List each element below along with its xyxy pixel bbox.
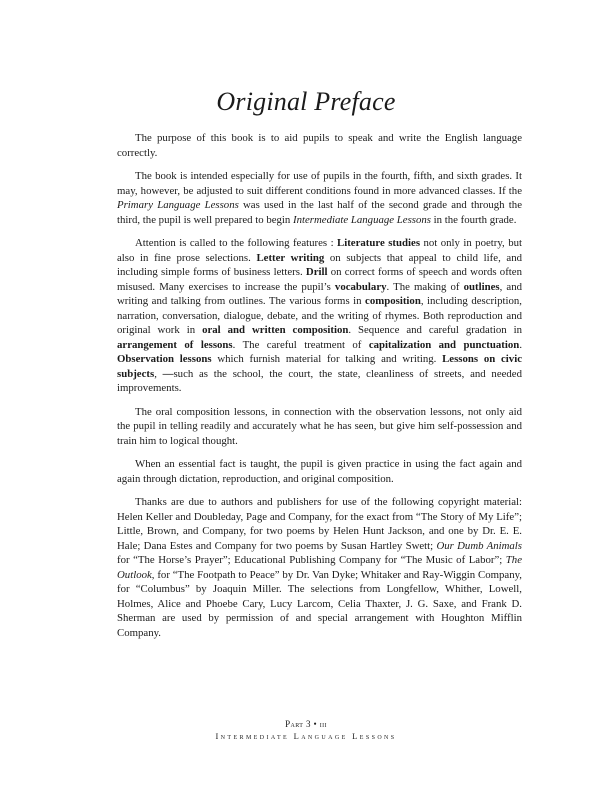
feature-oral-written-composition: oral and written composition <box>202 324 349 336</box>
preface-body <box>117 131 522 649</box>
text-run: on correct forms of speech and words often misused. Many exercises to increase the pupil’s <box>117 266 522 293</box>
book-title-primary: Primary Language Lessons <box>117 199 239 211</box>
feature-drill: Drill <box>305 266 328 278</box>
em-dash: — <box>162 367 174 380</box>
text-run: Thanks are due to authors and publishers for use of the following copyright material: Helen Keller and Doubleday, Page and Company, for the exact from “The Story of My Life”; Little, Brown, and Company, for two poems by Helen Hunt Jackson, and one by Dr. E. E. Hale; Dana Estes and Company for two poems by Susan Hartley Swett; <box>117 496 522 552</box>
text-run: Attention is called to the following features : <box>135 237 338 249</box>
text-run: , for “The Footpath to Peace” by Dr. Van Dyke; Whitaker and Ray-Wiggin Company, for “Columbus” by Joaquin Miller. The selections from Longfellow, Whither, Lowell, Holmes, Alice and Phoebe Cary, Lucy Larcom, Celia Thaxter, J. G. Saxe, and Frank D. Sherman are used by permission of and special arrangement with Houghton Mifflin Company. <box>117 568 522 639</box>
feature-composition: composition <box>365 295 421 307</box>
text-run: The book is intended especially for use of pupils in the fourth, fifth, and sixth grades. It may, however, be adjusted to suit different conditions found in more advanced classes. If the <box>117 170 522 197</box>
text-run: , including description, narration, conversation, dialogue, debate, and the writing of rhymes. Both reproduction and original work in <box>117 295 522 336</box>
feature-civic-subjects: Lessons on civic subjects <box>117 353 522 380</box>
text-run: , and writing and talking from outlines. The various forms in <box>117 280 523 307</box>
paragraph-essential-fact: When an essential fact is taught, the pupil is given practice in using the fact again and again through dictation, reproduction, and original composition. <box>117 458 522 485</box>
running-book-title: Intermediate Language Lessons <box>215 731 397 741</box>
feature-literature-studies: Literature studies <box>337 237 421 249</box>
text-run: was used in the last half of the second grade and through the third, the pupil is well prepared to begin <box>117 199 522 226</box>
feature-observation-lessons: Observation lessons <box>117 353 212 365</box>
text-run: not only in poetry, but also in fine prose selections. <box>117 237 522 264</box>
feature-capitalization-punctuation: capitalization and punctuation <box>368 338 520 351</box>
text-run: . <box>519 338 523 351</box>
text-run: for “The Horse’s Prayer”; Educational Publishing Company for “The Music of Labor”; <box>117 554 506 566</box>
feature-arrangement-of-lessons: arrangement of lessons <box>117 338 233 351</box>
page-number: Part 3 • iii <box>285 719 327 729</box>
feature-outlines: outlines <box>463 280 500 293</box>
page-title: Original Preface <box>216 87 396 116</box>
text-run: which furnish material for talking and writing. <box>211 353 443 365</box>
feature-letter-writing: Letter writing <box>256 251 325 264</box>
book-title-intermediate: Intermediate Language Lessons <box>293 213 431 226</box>
paragraph-features <box>117 236 522 396</box>
publication-title-the-outlook: The Outlook <box>117 554 522 581</box>
paragraph-intended-use <box>117 169 522 227</box>
text-run: on subjects that appeal to child life, and including simple forms of business letters. <box>117 251 523 278</box>
paragraph-purpose: The purpose of this book is to aid pupils to speak and write the English language correctly. <box>117 132 522 159</box>
page-footer <box>0 718 612 742</box>
paragraph-acknowledgements <box>117 495 522 640</box>
text-run: in the fourth grade. <box>430 213 517 226</box>
paragraph-oral-composition: The oral composition lessons, in connection with the observation lessons, not only aid the pupil in telling readily and accurately what he has seen, but give him self-possession and train him to logical thought. <box>117 405 522 447</box>
text-run: . The making of <box>386 280 464 293</box>
feature-vocabulary: vocabulary <box>334 280 387 293</box>
publication-title-our-dumb-animals: Our Dumb Animals <box>436 539 523 552</box>
text-run: , <box>154 367 163 380</box>
text-run: . The careful treatment of <box>232 338 369 351</box>
text-run: . Sequence and careful gradation in <box>348 324 522 336</box>
text-run: such as the school, the court, the state, cleanliness of streets, and needed improvements. <box>117 367 522 394</box>
